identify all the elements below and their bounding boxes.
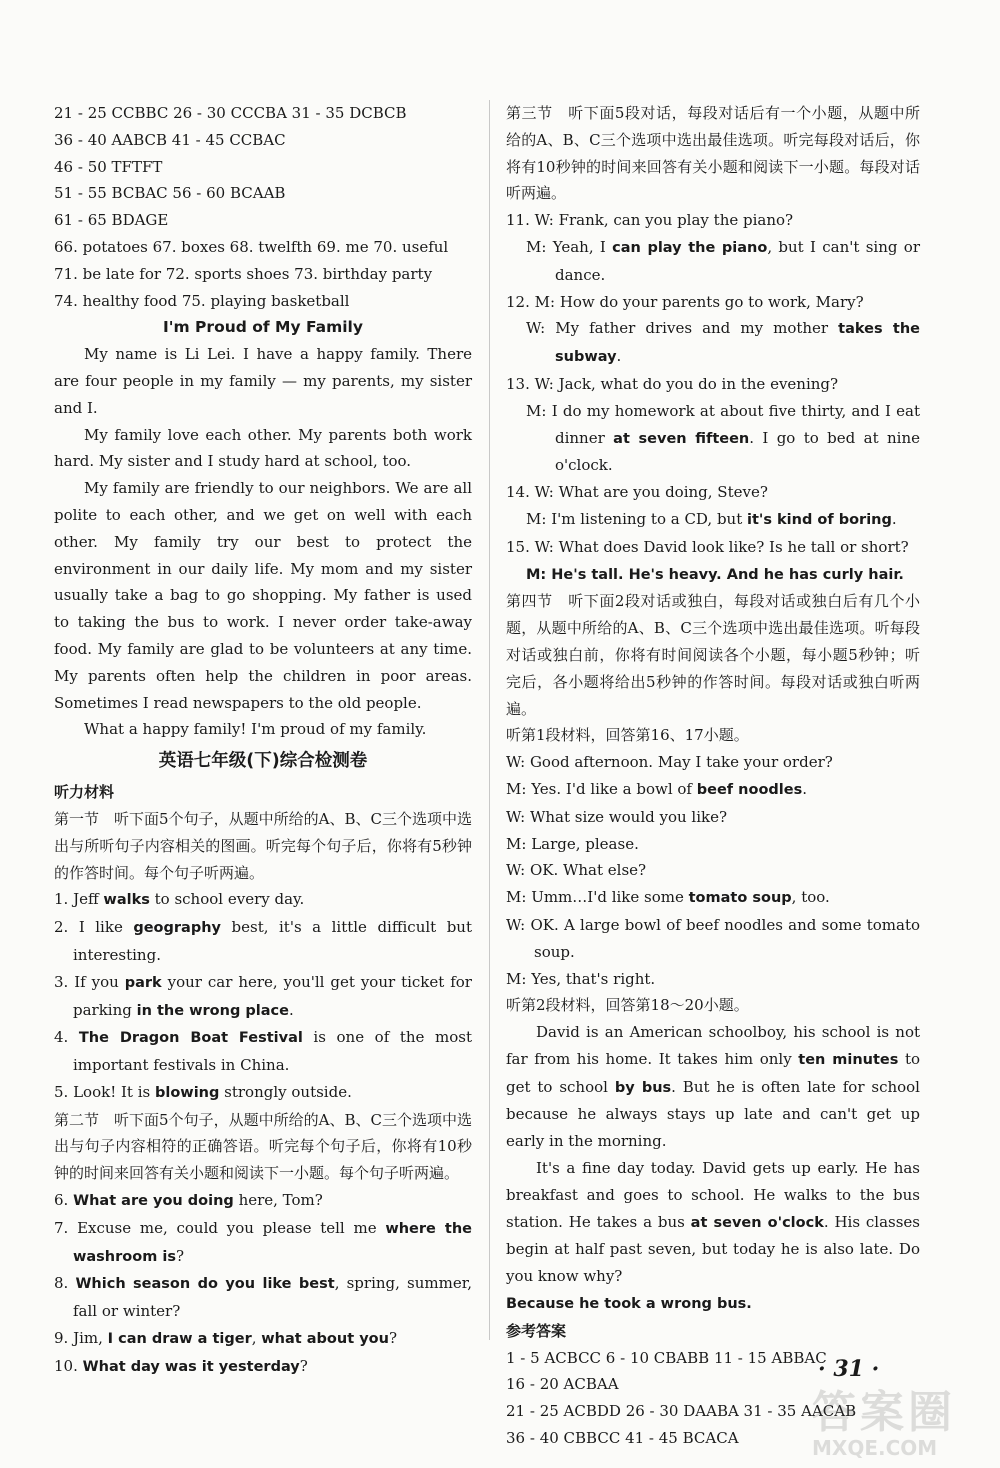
question-item: 1. Jeff walks to school every day. (54, 890, 305, 909)
material1-heading: 听第1段材料，回答第16、17小题。 (506, 726, 749, 745)
monologue-paragraph: It's a fine day today. David gets up early. He has breakfast and goes to school. He walks to the bus station. He takes a bus at seven o'clock. His classes begin at half past seven, but today he is also late. Do you know why? (506, 1159, 920, 1286)
dialogue-line: 14. W: What are you doing, Steve? (506, 483, 768, 502)
answer-line: 36 - 40 AABCB 41 - 45 CCBAC (54, 130, 286, 149)
dialogue-line: M: Yes. I'd like a bowl of beef noodles. (506, 779, 807, 798)
watermark-text: 答案圈 (812, 1387, 956, 1438)
left-column (54, 100, 472, 1381)
essay-paragraph: My family are friendly to our neighbors. We are all polite to each other, and we get on well with each other. My family try our best to protect the environment in our daily life. My mom and my sister usually take a bag to go shopping. My father is used to taking the bus to work. I never order take-away food. My family are glad to be volunteers at any time. My parents often help the children in poor areas. Sometimes I read newspapers to the old people. (54, 479, 472, 712)
test-title: 英语七年级(下)综合检测卷 (158, 751, 368, 772)
dialogue-line: M: Yes, that's right. (506, 969, 656, 988)
monologue-paragraph: David is an American schoolboy, his school is not far from his home. It takes him only ten minutes to get to school by bus. But he is often late for school because he always stays up late and can't get up early in the morning. (506, 1023, 921, 1151)
section2-intro: 第二节 听下面5个句子，从题中所给的A、B、C三个选项中选出与句子内容相符的正确答语。听完每个句子后，你将有10秒钟的时间来回答有关小题和阅读下一小题。每个句子听两遍。 (54, 1110, 472, 1183)
question-item: 2. I like geography best, it's a little difficult but interesting. (54, 918, 472, 964)
material2-heading: 听第2段材料，回答第18～20小题。 (506, 996, 749, 1015)
answer-line: 71. be late for 72. sports shoes 73. birthday party (54, 264, 433, 283)
answer-line: 36 - 40 CBBCC 41 - 45 BCACA (506, 1429, 739, 1448)
question-item: 5. Look! It is blowing strongly outside. (54, 1082, 352, 1101)
section4-intro: 第四节 听下面2段对话或独白，每段对话或独白后有几个小题，从题中所给的A、B、C三个选项中选出最佳选项。听每段对话或独白前，你将有时间阅读各个小题，每小题5秒钟；听完后，各小题将给出5秒钟的作答时间。每段对话或独白听两遍。 (506, 592, 920, 718)
dialogue-line: M: I'm listening to a CD, but it's kind of boring. (526, 509, 897, 528)
dialogue-line: M: He's tall. He's heavy. And he has curly hair. (526, 566, 904, 583)
essay-title: I'm Proud of My Family (163, 318, 363, 337)
dialogue-line: W: Good afternoon. May I take your order? (506, 753, 833, 772)
dialogue-line: M: Yeah, I can play the piano, but I can't sing or dance. (526, 237, 921, 284)
question-item: 4. The Dragon Boat Festival is one of the most important festivals in China. (54, 1028, 472, 1075)
page-number: · 31 · (818, 1356, 880, 1382)
essay-paragraph: What a happy family! I'm proud of my family. (84, 720, 427, 739)
dialogue-line: 15. W: What does David look like? Is he tall or short? (506, 537, 909, 556)
dialogue-line: 12. M: How do your parents go to work, Mary? (506, 292, 864, 311)
listening-heading: 听力材料 (54, 783, 115, 802)
question-item: 8. Which season do you like best, spring, summer, fall or winter? (54, 1274, 472, 1321)
answer-line: 46 - 50 TFTFT (54, 157, 163, 176)
answer-line: 74. healthy food 75. playing basketball (54, 291, 350, 310)
dialogue-line: M: I do my homework at about five thirty, and I eat dinner at seven fifteen. I go to bed at nine o'clock. (526, 401, 920, 475)
dialogue-line: 13. W: Jack, what do you do in the evening? (506, 374, 839, 393)
watermark-logo (812, 1376, 987, 1462)
answer-line: 16 - 20 ACBAA (506, 1375, 619, 1394)
monologue-answer: Because he took a wrong bus. (506, 1296, 752, 1313)
dialogue-line: M: Large, please. (506, 834, 639, 853)
column-divider (489, 100, 490, 1340)
question-item: 6. What are you doing here, Tom? (54, 1191, 323, 1210)
answer-line: 21 - 25 ACBDD 26 - 30 DAABA 31 - 35 AACAB (506, 1402, 857, 1421)
dialogue-line: W: OK. What else? (506, 861, 647, 880)
dialogue-line: M: Umm…I'd like some tomato soup, too. (506, 888, 830, 907)
answer-line: 61 - 65 BDAGE (54, 211, 169, 230)
dialogue-line: W: My father drives and my mother takes the subway. (526, 319, 921, 366)
essay-paragraph: My name is Li Lei. I have a happy family. There are four people in my family — my parents, my sister and I. (54, 345, 472, 417)
question-item: 7. Excuse me, could you please tell me where the washroom is? (54, 1218, 472, 1265)
section1-intro: 第一节 听下面5个句子，从题中所给的A、B、C三个选项中选出与所听句子内容相关的图画。听完每个句子后，你将有5秒钟的作答时间。每个句子听两遍。 (54, 809, 472, 882)
answer-line: 1 - 5 ACBCC 6 - 10 CBABB 11 - 15 ABBAC (506, 1348, 827, 1367)
answers-heading: 参考答案 (506, 1321, 567, 1340)
right-column (506, 100, 920, 1452)
watermark-url: MXQE.COM (812, 1436, 938, 1460)
answer-line: 66. potatoes 67. boxes 68. twelfth 69. me 70. useful (54, 237, 449, 256)
essay-paragraph: My family love each other. My parents both work hard. My sister and I study hard at school, too. (54, 425, 472, 471)
question-item: 3. If you park your car here, you'll get your ticket for parking in the wrong place. (54, 972, 472, 1019)
question-item: 9. Jim, I can draw a tiger, what about you? (54, 1329, 397, 1348)
answer-line: 21 - 25 CCBBC 26 - 30 CCCBA 31 - 35 DCBCB (54, 104, 407, 122)
dialogue-line: W: What size would you like? (506, 807, 728, 826)
answer-line: 51 - 55 BCBAC 56 - 60 BCAAB (54, 184, 286, 203)
question-item: 10. What day was it yesterday? (54, 1356, 308, 1375)
section3-intro: 第三节 听下面5段对话，每段对话后有一个小题，从题中所给的A、B、C三个选项中选出最佳选项。听完每段对话后，你将有10秒钟的时间来回答有关小题和阅读下一小题。每段对话听两遍。 (506, 104, 920, 203)
dialogue-line: W: OK. A large bowl of beef noodles and some tomato soup. (506, 915, 921, 961)
dialogue-line: 11. W: Frank, can you play the piano? (506, 211, 794, 230)
